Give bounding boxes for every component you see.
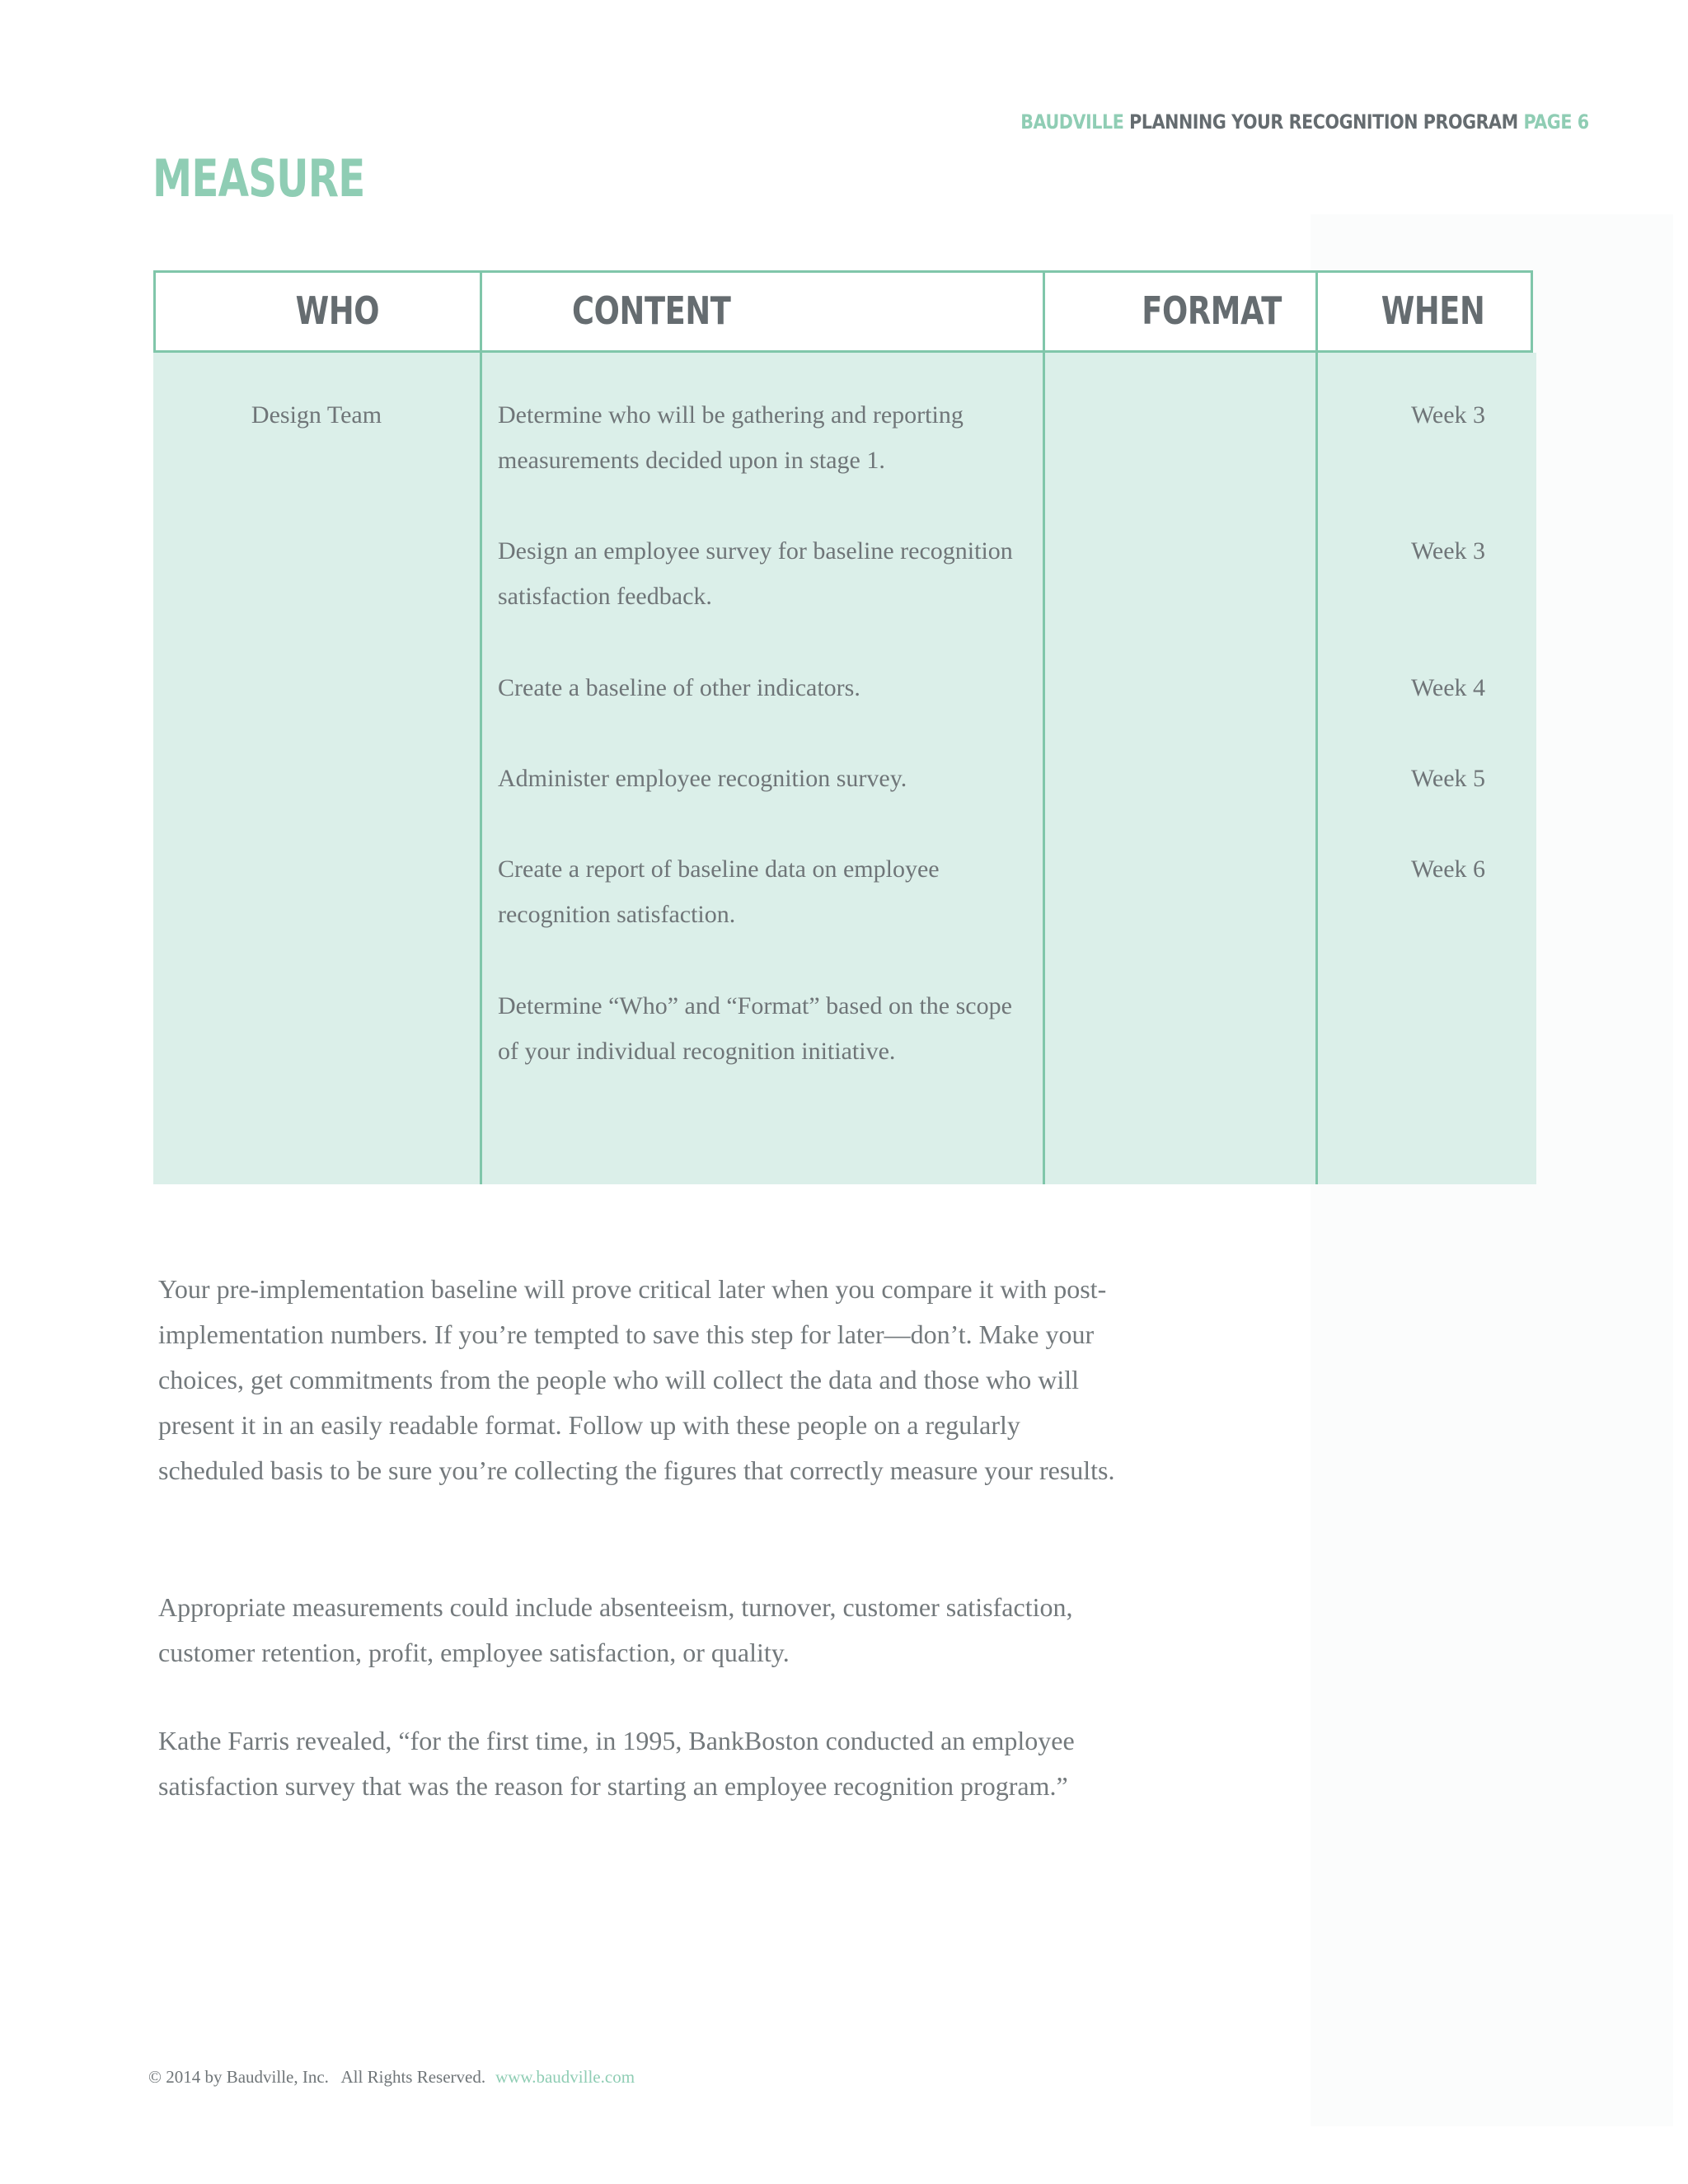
header-when: WHEN <box>1381 288 1485 333</box>
column-divider <box>1315 270 1318 1184</box>
when-cell: Week 4 <box>1410 674 1486 701</box>
body-paragraph: Your pre-implementation baseline will prove critical later when you compare it with post-implementation numbers. If you’re tempted to save this step for later—don’t. Make your choices, get commitments from the people who will collect the data and those who will present it in an easily readable format. Follow up with these people on a regularly scheduled basis to be sure you’re collecting the figures that correctly measure your results. <box>158 1274 1115 1485</box>
section-title: MEASURE <box>152 148 365 209</box>
header-page-number: PAGE 6 <box>1523 110 1589 134</box>
plan-table <box>153 270 1536 1184</box>
content-cell: Design an employee survey for baseline recognition satisfaction feedback. <box>498 537 1013 610</box>
content-cell: Determine “Who” and “Format” based on the scope of your individual recognition initiative. <box>498 992 1012 1065</box>
body-paragraph: Kathe Farris revealed, “for the first time, in 1995, BankBoston conducted an employee satisfaction survey that was the reason for starting an employee recognition program.” <box>158 1726 1075 1801</box>
when-cell: Week 5 <box>1410 765 1486 792</box>
header-brand: BAUDVILLE <box>1020 110 1124 134</box>
footer <box>148 2067 635 2088</box>
content-cell: Determine who will be gathering and reporting measurements decided upon in stage 1. <box>498 401 964 474</box>
header-content: CONTENT <box>572 288 731 333</box>
footer-link[interactable]: www.baudville.com <box>495 2067 635 2087</box>
when-cell: Week 6 <box>1410 855 1486 883</box>
footer-copyright: © 2014 by Baudville, Inc. All Rights Reserved. <box>148 2067 486 2087</box>
header-format: FORMAT <box>1142 288 1282 333</box>
content-cell: Create a baseline of other indicators. <box>498 674 860 701</box>
header-who: WHO <box>295 288 380 333</box>
running-header <box>1021 110 1589 134</box>
content-cell: Administer employee recognition survey. <box>498 765 907 792</box>
when-cell: Week 3 <box>1410 537 1486 565</box>
when-cell: Week 3 <box>1410 401 1486 429</box>
column-divider <box>480 270 482 1184</box>
body-paragraph: Appropriate measurements could include absenteeism, turnover, customer satisfaction, customer retention, profit, employee satisfaction, or quality. <box>158 1592 1073 1667</box>
content-cell: Create a report of baseline data on employee recognition satisfaction. <box>498 855 940 928</box>
column-divider <box>1043 270 1045 1184</box>
header-document-title: PLANNING YOUR RECOGNITION PROGRAM <box>1129 110 1519 134</box>
who-cell: Design Team <box>251 401 382 429</box>
